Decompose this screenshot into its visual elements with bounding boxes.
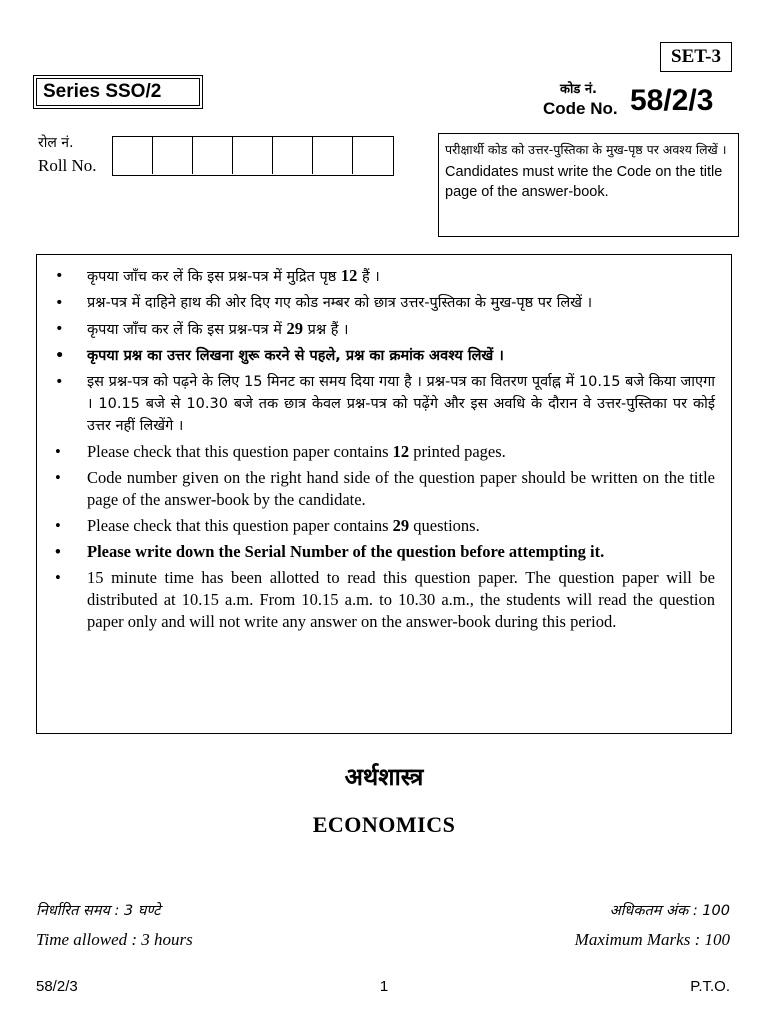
instruction-text: कृपया जाँच कर लें कि इस प्रश्न-पत्र में मुद्रित पृष्ठ bbox=[87, 269, 341, 285]
set-label: SET-3 bbox=[660, 42, 732, 72]
roll-digit-box bbox=[193, 137, 233, 174]
page-number: 1 bbox=[379, 978, 389, 995]
roll-digit-box bbox=[273, 137, 313, 174]
code-label-hindi: कोड नं. bbox=[560, 82, 597, 97]
instruction-text: 29 bbox=[392, 516, 410, 535]
instruction-item bbox=[55, 515, 715, 537]
bullet-icon: • bbox=[55, 516, 61, 535]
bullet-icon: • bbox=[55, 295, 64, 311]
bullet-icon: • bbox=[55, 468, 61, 487]
instruction-item bbox=[55, 441, 715, 463]
instruction-text: कृपया प्रश्न का उत्तर लिखना शुरू करने से पहले, प्रश्न का क्रमांक अवश्य लिखें । bbox=[87, 348, 504, 364]
max-marks-english: Maximum Marks : 100 bbox=[574, 930, 730, 949]
bullet-icon: • bbox=[55, 374, 64, 390]
code-label-english: Code No. bbox=[543, 99, 618, 118]
instruction-text: कृपया जाँच कर लें कि इस प्रश्न-पत्र में bbox=[87, 322, 287, 338]
roll-number-boxes bbox=[112, 136, 394, 176]
instruction-text: 15 minute time has been allotted to read this question paper. The question paper will be distributed at 10.15 a.m. From 10.15 a.m. to 10.30 a.m., the students will read the question paper only and will not write any answer on the answer-book during this period. bbox=[87, 568, 715, 631]
instruction-text: questions. bbox=[409, 516, 480, 535]
instruction-text: Please check that this question paper contains bbox=[87, 442, 393, 461]
instruction-text: इस प्रश्न-पत्र को पढ़ने के लिए 15 मिनट का समय दिया गया है । प्रश्न-पत्र का वितरण पूर्वाह्न में 10.15 बजे किया जाएगा । 10.15 बजे से 10.30 बजे तक छात्र केवल प्रश्न-पत्र को पढ़ेंगे और इस अवधि के दौरान वे उत्तर-पुस्तिका पर कोई उत्तर नहीं लिखेंगे । bbox=[87, 374, 715, 434]
footer-code: 58/2/3 bbox=[36, 978, 78, 995]
instruction-item bbox=[55, 345, 715, 367]
bullet-icon: • bbox=[55, 442, 61, 461]
bullet-icon: • bbox=[55, 348, 65, 364]
instruction-text: printed pages. bbox=[409, 442, 506, 461]
bullet-icon: • bbox=[55, 321, 64, 337]
time-allowed-english: Time allowed : 3 hours bbox=[36, 930, 193, 949]
instruction-text: 12 bbox=[392, 442, 410, 461]
bullet-icon: • bbox=[55, 542, 61, 561]
time-allowed-hindi: निर्धारित समय : 3 घण्टे bbox=[36, 903, 161, 919]
series-label: Series SSO/2 bbox=[36, 78, 200, 106]
roll-digit-box bbox=[113, 137, 153, 174]
instruction-text: हैं । bbox=[357, 269, 380, 285]
instruction-item bbox=[55, 318, 715, 341]
instruction-text: 29 bbox=[286, 319, 303, 338]
max-marks-hindi: अधिकतम अंक : 100 bbox=[609, 903, 730, 919]
instruction-text: 12 bbox=[340, 266, 358, 285]
code-number: 58/2/3 bbox=[630, 84, 714, 117]
roll-label-hindi: रोल नं. bbox=[38, 135, 74, 151]
code-note-hindi: परीक्षार्थी कोड को उत्तर-पुस्तिका के मुख-पृष्ठ पर अवश्य लिखें । bbox=[445, 142, 727, 157]
bullet-icon: • bbox=[55, 268, 64, 284]
code-note-english: Candidates must write the Code on the title page of the answer-book. bbox=[445, 164, 723, 200]
instruction-item bbox=[55, 265, 715, 288]
subject-title-hindi: अर्थशास्त्र bbox=[344, 763, 424, 791]
instruction-text: प्रश्न हैं । bbox=[303, 322, 349, 338]
roll-label-english: Roll No. bbox=[38, 156, 97, 175]
roll-digit-box bbox=[233, 137, 273, 174]
instruction-text: Code number given on the right hand side of the question paper should be written on the title page of the answer-book by the candidate. bbox=[87, 468, 715, 509]
instructions-box bbox=[36, 254, 732, 734]
instruction-item bbox=[55, 541, 715, 563]
instruction-text: Please write down the Serial Number of the question before attempting it. bbox=[87, 542, 605, 561]
instructions-list bbox=[55, 265, 715, 633]
roll-digit-box bbox=[153, 137, 193, 174]
roll-digit-box bbox=[313, 137, 353, 174]
bullet-icon: • bbox=[55, 568, 61, 587]
subject-title-english: ECONOMICS bbox=[312, 812, 456, 837]
instruction-item bbox=[55, 292, 715, 314]
instruction-text: Please check that this question paper contains bbox=[87, 516, 393, 535]
code-note-box bbox=[438, 133, 739, 237]
roll-digit-box bbox=[353, 137, 393, 174]
instruction-text: प्रश्न-पत्र में दाहिने हाथ की ओर दिए गए कोड नम्बर को छात्र उत्तर-पुस्तिका के मुख-पृष्ठ पर लिखें । bbox=[87, 295, 593, 311]
instruction-item bbox=[55, 371, 715, 437]
instruction-item bbox=[55, 567, 715, 633]
pto-label: P.T.O. bbox=[690, 978, 730, 995]
instruction-item bbox=[55, 467, 715, 511]
